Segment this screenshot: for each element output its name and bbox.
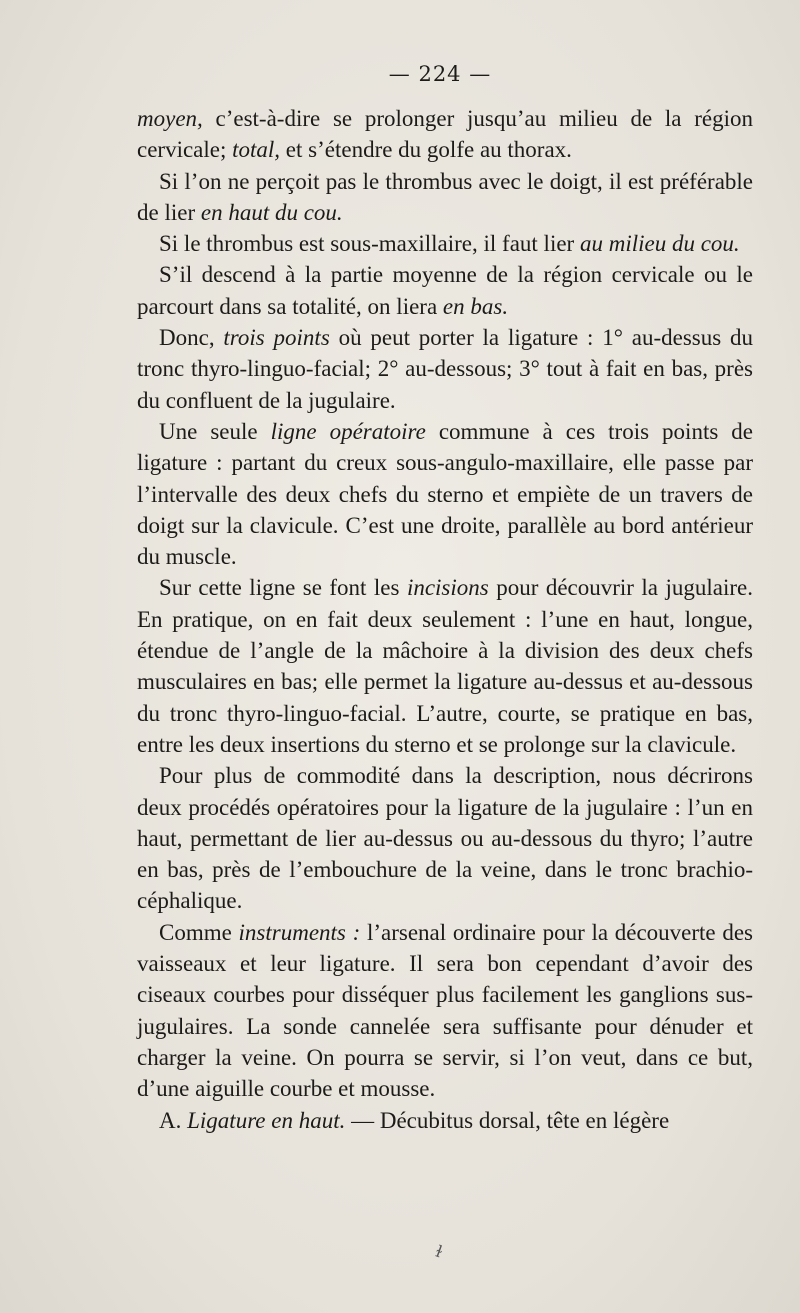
stray-ink-mark: ɫ — [432, 1241, 446, 1262]
text-run: commune à ces trois points de ligature : partant du creux sous-angulo-maxillaire, elle passe par l’intervalle des deux chefs du sterno et empiète de un travers de doigt sur la clavicule. C’est une droite, parallèle au bord antérieur du muscle. — [137, 418, 753, 570]
text-run: Si l’on ne perçoit pas le thrombus avec le doigt, il est préférable de lier — [137, 168, 753, 225]
italic-text: total, — [232, 137, 281, 163]
paragraph — [137, 166, 753, 229]
italic-text: instruments : — [238, 919, 361, 945]
paragraph — [137, 760, 753, 916]
text-run: S’il descend à la partie moyenne de la région cervicale ou le parcourt dans sa totalité, on liera — [137, 262, 753, 319]
italic-text: ligne opératoire — [270, 418, 426, 444]
text-run: c’est-à-dire se prolonger jusqu’au milieu de la région cervicale; — [137, 106, 753, 163]
paragraph — [137, 259, 753, 322]
page-number: — 224 — — [388, 62, 492, 86]
text-run: — Décubitus dorsal, tête en légère — [345, 1107, 670, 1133]
text-run: Pour plus de commodité dans la description, nous décrirons deux procédés opératoires pour la ligature de la jugulaire : l’un en haut, permettant de lier au-dessus ou au-dessous du thyro; l’autre en bas, près de l’embouchure de la veine, dans le tronc brachio-céphalique. — [137, 763, 753, 914]
italic-text: en bas. — [442, 293, 509, 319]
text-run: Donc, — [159, 325, 224, 351]
italic-text: en haut du cou. — [200, 199, 343, 225]
text-run: A. — [159, 1107, 188, 1133]
paragraph — [137, 917, 753, 1105]
italic-text: Ligature en haut. — [187, 1107, 346, 1133]
paragraph — [137, 103, 753, 166]
paragraph — [137, 416, 753, 572]
text-run: Sur cette ligne se font les — [159, 575, 407, 601]
italic-text: incisions — [406, 575, 489, 601]
text-run: Comme — [159, 919, 239, 945]
text-run: Si le thrombus est sous-maxillaire, il faut lier — [159, 231, 580, 257]
text-run: où peut porter la ligature : 1° au-dessus du tronc thyro-linguo-facial; 2° au-dessous; 3° tout à fait en bas, près du confluent de la jugulaire. — [137, 325, 753, 413]
body-text — [137, 103, 753, 1136]
text-run: pour découvrir la jugulaire. En pratique, on en fait deux seulement : l’une en haut, longue, étendue de l’angle de la mâchoire à la division des deux chefs musculaires en bas; elle permet la ligature au-dessus et au-dessous du tronc thyro-linguo-facial. L’autre, courte, se pratique en bas, entre les deux insertions du sterno et se prolonge sur la clavicule. — [137, 575, 753, 757]
italic-text: trois points — [223, 325, 330, 351]
paragraph — [137, 1105, 753, 1136]
paragraph — [137, 572, 753, 760]
text-run: l’arsenal ordinaire pour la découverte des vaisseaux et leur ligature. Il sera bon cependant d’avoir des ciseaux courbes pour disséquer plus facilement les ganglions sus-jugulaires. La sonde cannelée sera suffisante pour dénuder et charger la veine. On pourra se servir, si l’on veut, dans ce but, d’une aiguille courbe et mousse. — [137, 919, 753, 1102]
text-run: et s’étendre du golfe au thorax. — [280, 137, 572, 163]
italic-text: au milieu du cou. — [579, 231, 740, 257]
italic-text: moyen, — [137, 106, 203, 131]
text-run: Une seule — [159, 418, 271, 444]
paragraph — [137, 322, 753, 416]
paragraph — [137, 228, 753, 259]
